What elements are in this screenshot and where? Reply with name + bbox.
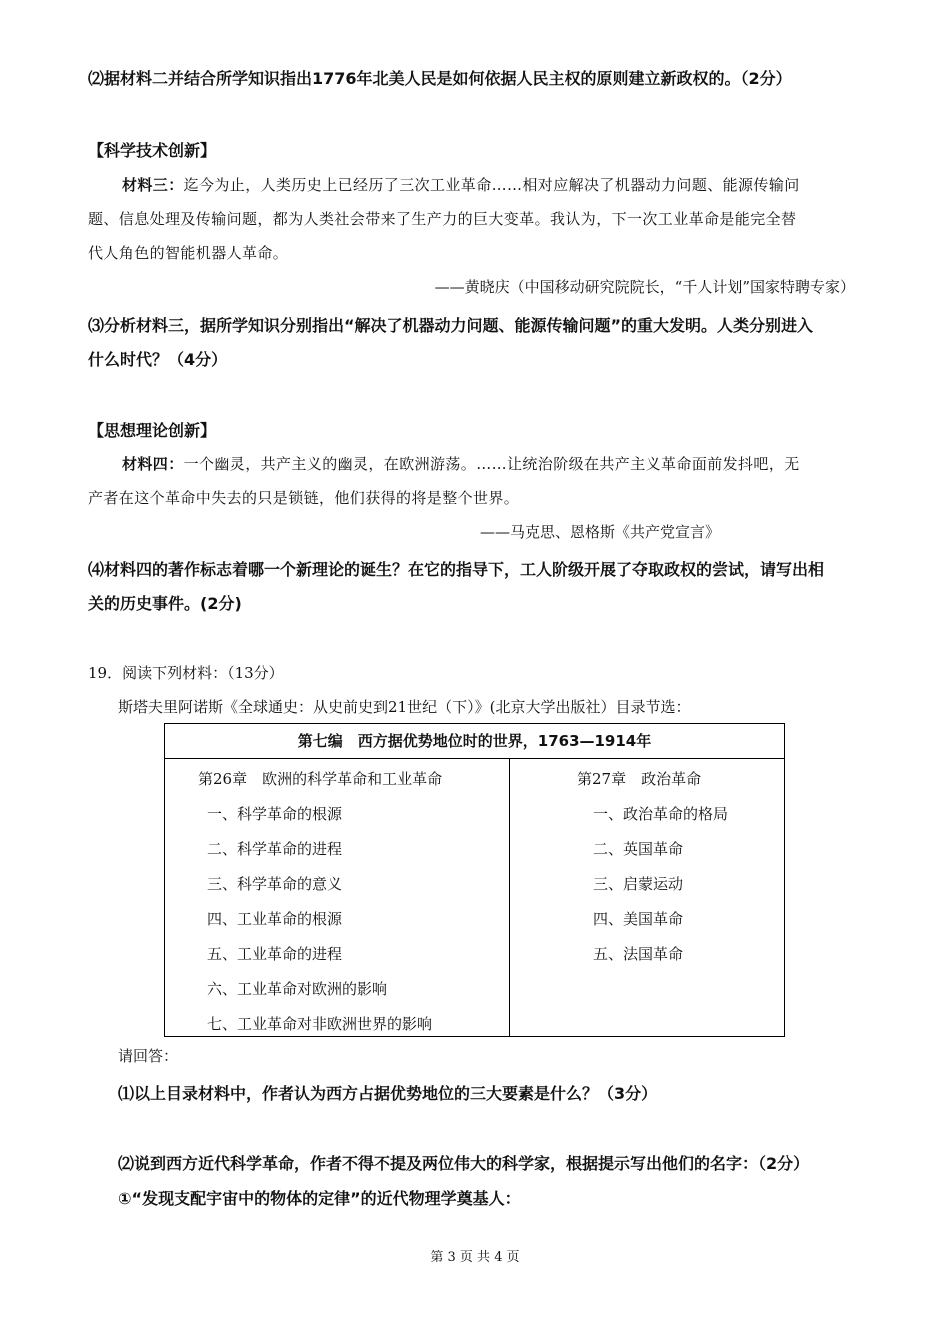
question-19-intro: 斯塔夫里阿诺斯《全球通史：从史前史到21世纪（下）》(北京大学出版社）目录节选： bbox=[118, 698, 691, 716]
toc-left-item: 一、科学革命的根源 bbox=[207, 805, 343, 823]
question-4-line-2: 关的历史事件。(2分) bbox=[88, 594, 242, 613]
question-19-sub-1: ⑴以上目录材料中，作者认为西方占据优势地位的三大要素是什么？（3分） bbox=[118, 1084, 658, 1103]
material-4-text-1: 一个幽灵，共产主义的幽灵，在欧洲游荡。……让统治阶级在共产主义革命面前发抖吧，无 bbox=[183, 455, 800, 473]
question-19-sub-2-item-1: ①“发现支配宇宙中的物体的定律”的近代物理学奠基人： bbox=[118, 1189, 521, 1208]
question-3-line-2: 什么时代？（4分） bbox=[88, 350, 228, 369]
toc-right-item: 一、政治革命的格局 bbox=[593, 805, 729, 823]
toc-column-divider bbox=[509, 759, 510, 1037]
question-19-sub-2: ⑵说到西方近代科学革命，作者不得不提及两位伟大的科学家，根据提示写出他们的名字：（2分） bbox=[118, 1154, 810, 1173]
question-4-line-1: ⑷材料四的著作标志着哪一个新理论的诞生？在它的指导下，工人阶级开展了夺取政权的尝试，请写出相 bbox=[88, 560, 825, 579]
toc-left-item: 二、科学革命的进程 bbox=[207, 840, 343, 858]
toc-chapter-27-title: 第27章 政治革命 bbox=[577, 770, 702, 788]
table-of-contents bbox=[164, 723, 785, 1037]
toc-left-item: 六、工业革命对欧洲的影响 bbox=[207, 980, 388, 998]
material-3-label: 材料三： bbox=[122, 176, 184, 194]
toc-header: 第七编 西方据优势地位时的世界，1763—1914年 bbox=[165, 724, 784, 759]
question-2: ⑵据材料二并结合所学知识指出1776年北美人民是如何依据人民主权的原则建立新政权的。（2分） bbox=[88, 69, 792, 88]
toc-left-item: 四、工业革命的根源 bbox=[207, 910, 343, 928]
material-3-line-1 bbox=[122, 174, 800, 195]
section-heading-theory: 【思想理论创新】 bbox=[88, 421, 217, 440]
page-footer: 第 3 页 共 4 页 bbox=[430, 1250, 520, 1265]
toc-right-item: 五、法国革命 bbox=[593, 945, 684, 963]
material-3-line-3: 代人角色的智能机器人革命。 bbox=[88, 244, 289, 262]
material-4-line-1 bbox=[122, 453, 800, 474]
question-3-line-1: ⑶分析材料三，据所学知识分别指出“解决了机器动力问题、能源传输问题”的重大发明。人类分别进入 bbox=[88, 316, 814, 335]
toc-right-item: 三、启蒙运动 bbox=[593, 875, 684, 893]
toc-chapter-26-title: 第26章 欧洲的科学革命和工业革命 bbox=[198, 770, 443, 788]
material-3-text-1: 迄今为止，人类历史上已经历了三次工业革命……相对应解决了机器动力问题、能源传输问 bbox=[183, 176, 800, 194]
toc-left-item: 五、工业革命的进程 bbox=[207, 945, 343, 963]
section-heading-science: 【科学技术创新】 bbox=[88, 141, 217, 160]
toc-right-item: 二、英国革命 bbox=[593, 840, 684, 858]
toc-left-item: 三、科学革命的意义 bbox=[207, 875, 343, 893]
material-3-line-2: 题、信息处理及传输问题，都为人类社会带来了生产力的巨大变革。我认为，下一次工业革命是能完全替 bbox=[88, 210, 797, 228]
question-19-heading: 19．阅读下列材料：（13分） bbox=[88, 664, 284, 682]
material-4-source: ——马克思、恩格斯《共产党宣言》 bbox=[479, 523, 720, 541]
material-4-line-2: 产者在这个革命中失去的只是锁链，他们获得的将是整个世界。 bbox=[88, 489, 520, 507]
toc-left-item: 七、工业革命对非欧洲世界的影响 bbox=[207, 1015, 433, 1033]
toc-right-item: 四、美国革命 bbox=[593, 910, 684, 928]
material-4-label: 材料四： bbox=[122, 455, 184, 473]
material-3-source: ——黄晓庆（中国移动研究院院长，“千人计划”国家特聘专家） bbox=[434, 278, 855, 296]
answer-prompt: 请回答： bbox=[118, 1047, 179, 1065]
